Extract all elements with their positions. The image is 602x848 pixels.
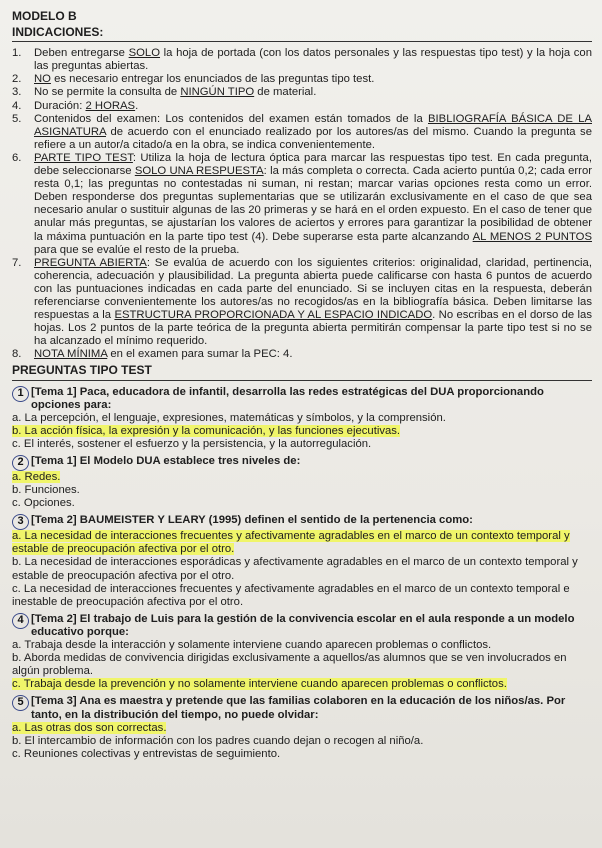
- question-5: [12, 695, 592, 760]
- question-text: [Tema 3] Ana es maestra y pretende que las familias colaboren en la educación de los niños/as. Por tanto, en la distribución del tiempo, no puede olvidar:: [31, 695, 566, 721]
- question-3: [12, 514, 592, 609]
- question-number: 2: [12, 455, 29, 471]
- option-a: a. La necesidad de interacciones frecuentes y afectivamente agradables en el marco de un contexto temporal y estable de preocupación afectiva por el otro.: [12, 530, 570, 556]
- indication-item: 6. PARTE TIPO TEST: Utiliza la hoja de lectura óptica para marcar las respuestas tipo test. En cada pregunta, debe seleccionarse SOLO UNA RESPUESTA: la más completa o correcta. Cada acierto puntúa 0,2; cada error resta 0,1; las preguntas no contestadas ni suman, ni restan; marcar varias opciones resta como un error. Deben responderse dos preguntas suplementarias que se utilizarán exclusivamente en el caso de que sea necesario anular o sustituir algunas de las 20 primeras y se hará en el orden expuesto. En el caso de tener que anular más preguntas, se ajustarían los valores de aciertos y errores para garantizar la posibilidad de obtener la máxima puntuación en la parte tipo test (4). Debe superarse esta parte alcanzando AL MENOS 2 PUNTOS para que se evalúe el resto de la prueba.: [12, 151, 592, 256]
- question-number: 4: [12, 613, 29, 629]
- indications-title: INDICACIONES:: [12, 26, 592, 42]
- question-text: [Tema 2] BAUMEISTER Y LEARY (1995) definen el sentido de la pertenencia como:: [31, 514, 473, 527]
- option-c: c. Trabaja desde la prevención y no solamente interviene cuando aparecen problemas o conflictos.: [12, 678, 507, 691]
- indication-item: 4. Duración: 2 HORAS.: [12, 99, 139, 112]
- question-2: [12, 455, 592, 510]
- exam-page: [12, 10, 592, 761]
- indication-item: 3. No se permite la consulta de NINGÚN TIPO de material.: [12, 86, 317, 99]
- indication-item: 2. NO es necesario entregar los enunciados de las preguntas tipo test.: [12, 73, 375, 86]
- option-c: c. La necesidad de interacciones frecuentes y afectivamente agradables en el marco de un contexto temporal e inestable de preocupación afectiva por el otro.: [12, 582, 570, 608]
- option-b: b. La acción física, la expresión y la comunicación, y las funciones ejecutivas.: [12, 424, 401, 437]
- question-text: [Tema 2] El trabajo de Luis para la gestión de la convivencia escolar en el aula responde a un modelo educativo porque:: [31, 612, 575, 638]
- question-number: 3: [12, 514, 29, 530]
- indication-item: 8. NOTA MÍNIMA en el examen para sumar la PEC: 4.: [12, 348, 293, 361]
- question-number: 1: [12, 386, 29, 402]
- option-b: b. Aborda medidas de convivencia dirigidas exclusivamente a aquellos/as alumnos que se ven involucrados en algún problema.: [12, 652, 567, 678]
- option-b: b. El intercambio de información con los padres cuando dejan o recogen al niño/a.: [12, 734, 424, 747]
- option-b: b. La necesidad de interacciones esporádicas y afectivamente agradables en el marco de un contexto temporal y estable de preocupación afectiva por el otro.: [12, 556, 578, 582]
- test-title: PREGUNTAS TIPO TEST: [12, 364, 592, 380]
- option-c: c. El interés, sostener el esfuerzo y la persistencia, y la autorregulación.: [12, 437, 372, 450]
- indication-item: 1. Deben entregarse SOLO la hoja de portada (con los datos personales y las respuestas tipo test) y la hoja con las preguntas abiertas.: [12, 47, 592, 73]
- model-label: MODELO B: [12, 9, 77, 23]
- question-1: [12, 386, 592, 451]
- option-a: a. Redes.: [12, 471, 61, 483]
- question-number: 5: [12, 695, 29, 711]
- option-c: c. Reuniones colectivas y entrevistas de seguimiento.: [12, 747, 281, 760]
- option-a: a. La percepción, el lenguaje, expresiones, matemáticas y símbolos, y la comprensión.: [12, 411, 446, 424]
- option-a: a. Trabaja desde la interacción y solamente interviene cuando aparecen problemas o conflictos.: [12, 639, 492, 652]
- option-a: a. Las otras dos son correctas.: [12, 721, 167, 734]
- question-text: [Tema 1] El Modelo DUA establece tres niveles de:: [31, 455, 301, 467]
- indication-item: 5. Contenidos del examen: Los contenidos del examen están tomados de la BIBLIOGRAFÍA BÁSICA DE LA ASIGNATURA de acuerdo con el enunciado realizado por los autores/as del mismo. Cuando la pregunta se refiere a un autor/a citado/a en la obra, se indica convenientemente.: [12, 112, 592, 151]
- question-text: [Tema 1] Paca, educadora de infantil, desarrolla las redes estratégicas del DUA proporcionando opciones para:: [31, 385, 544, 411]
- question-4: [12, 613, 592, 692]
- indications-list: [12, 47, 592, 361]
- option-b: b. Funciones.: [12, 484, 80, 497]
- option-c: c. Opciones.: [12, 497, 75, 510]
- indication-item: 7. PREGUNTA ABIERTA: Se evalúa de acuerdo con los siguientes criterios: originalidad, claridad, pertinencia, coherencia, adecuación y plausibilidad. La pregunta abierta puede calificarse con hasta 6 puntos de acuerdo con las puntuaciones indicadas en cada parte del enunciado. Si se incluyen citas en la respuesta, deberán referenciarse convenientemente los autores/as no recogidos/as en la bibliografía básica. Deben limitarse las respuestas a la ESTRUCTURA PROPORCIONADA Y AL ESPACIO INDICADO. No escribas en el dorso de las hojas. Los 2 puntos de la parte teórica de la pregunta abierta permitirán compensar la parte tipo test si no se ha alcanzado el mínimo requerido.: [12, 256, 592, 348]
